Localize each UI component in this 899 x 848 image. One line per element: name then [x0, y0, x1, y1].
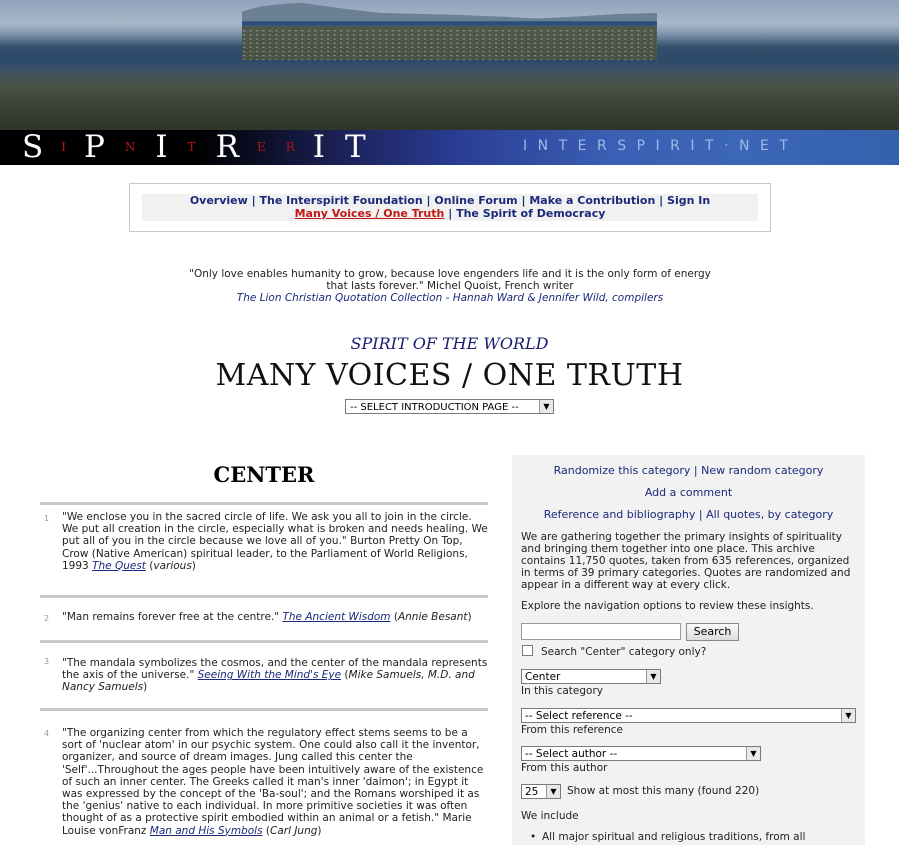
sidebar-random-links [512, 464, 865, 477]
include-label: We include [521, 810, 579, 822]
include-list-item: • All major spiritual and religious traditions, from all [542, 831, 862, 843]
featured-quote [180, 268, 720, 304]
mountain-silhouette [0, 0, 899, 60]
nav-spirit-of-democracy[interactable]: The Spirit of Democracy [456, 207, 606, 220]
logo-letter: T [187, 140, 196, 154]
search-input[interactable] [521, 623, 681, 640]
reference-select[interactable] [521, 708, 856, 723]
quote-text: "Man remains forever free at the centre." The Ancient Wisdom (Annie Besant) [62, 611, 472, 623]
quote-body: "The organizing center from which the regulatory effect stems seems to be a sort of 'nuclear atom' in our psychic system. One could also call it the inventor, organizer, and source of dream images. Jung called this center the 'Self'...Throughout the ages people have been intuitively aware of the existence of such an inner center. The Greeks called it man's inner 'daimon'; in Egypt it was expressed by the concept of the 'Ba-soul'; and the Romans worshiped it as the 'genius' native to each individual. In more primitive societies it was often thought of as a protective spirit embodied within an animal or a fetish." Marie Louise vonFranz [62, 727, 484, 837]
quote-author: various [153, 559, 192, 572]
nav-links [142, 194, 758, 221]
category-heading: CENTER [213, 462, 315, 487]
author-select-value: -- Select author -- [525, 748, 618, 760]
logo-letter: R [215, 129, 239, 165]
quote-item [40, 595, 488, 643]
chevron-down-icon: ▼ [746, 747, 760, 760]
add-comment-link[interactable]: Add a comment [644, 486, 733, 499]
quote-text: "The mandala symbolizes the cosmos, and the center of the mandala represents the axis of the universe." Seeing With the Mind's Eye (Mike Samuels, M.D. and Nancy Samuels) [62, 657, 488, 694]
count-select[interactable] [521, 784, 561, 799]
quote-item [40, 708, 488, 848]
category-select-label: In this category [521, 685, 603, 697]
page-title: MANY VOICES / ONE TRUTH [215, 358, 684, 393]
quote-body: "Man remains forever free at the centre." [62, 611, 280, 623]
archive-description: We are gathering together the primary insights of spirituality and bringing them together into one place. This archive contains 11,750 quotes, taken from 635 references, organized in terms of 39 primary categories. Quotes are randomized and appear in a different way at every click. [521, 531, 851, 591]
search-button[interactable]: Search [686, 623, 739, 641]
logo-letter: I [312, 129, 326, 165]
explore-text: Explore the navigation options to review these insights. [521, 600, 814, 612]
nav-separator: | [659, 194, 664, 207]
nav-overview[interactable]: Overview [189, 194, 248, 207]
count-select-label: Show at most this many (found 220) [567, 785, 760, 797]
site-logo[interactable] [22, 131, 366, 164]
quote-number: 3 [44, 657, 50, 666]
quote-item [40, 502, 488, 597]
nav-separator: | [521, 194, 526, 207]
reference-select-value: -- Select reference -- [525, 710, 633, 722]
intro-select-value: -- SELECT INTRODUCTION PAGE -- [350, 402, 519, 413]
all-quotes-link[interactable]: All quotes, by category [706, 508, 834, 521]
featured-quote-source: The Lion Christian Quotation Collection - Hannah Ward & Jennifer Wild, compilers [236, 292, 664, 304]
quote-number: 1 [44, 514, 50, 523]
nav-many-voices[interactable]: Many Voices / One Truth [294, 207, 445, 220]
randomize-category-link[interactable]: Randomize this category [553, 464, 691, 477]
logo-letter: P [84, 129, 105, 165]
quote-body: "The mandala symbolizes the cosmos, and the center of the mandala represents the axis of the universe." [62, 657, 488, 682]
main-nav [129, 183, 771, 232]
quote-item [40, 640, 488, 711]
new-random-category-link[interactable]: New random category [701, 464, 824, 477]
link-separator: | [698, 508, 703, 521]
sidebar-reference-links [512, 508, 865, 521]
nav-make-contribution[interactable]: Make a Contribution [529, 194, 656, 207]
quote-number: 2 [44, 614, 50, 623]
category-select[interactable] [521, 669, 661, 684]
quote-author: Annie Besant [397, 611, 468, 623]
sidebar [512, 455, 865, 845]
page-subtitle: SPIRIT OF THE WORLD [350, 334, 549, 353]
chevron-down-icon: ▼ [539, 400, 553, 413]
reference-select-label: From this reference [521, 724, 623, 736]
quote-reference-link[interactable]: The Quest [92, 559, 146, 572]
featured-quote-text: "Only love enables humanity to grow, because love engenders life and it is the only form of energy that lasts forever." Michel Quoist, French writer [189, 268, 711, 292]
sidebar-comment-link [512, 486, 865, 499]
header-photo [0, 0, 899, 130]
chevron-down-icon: ▼ [841, 709, 855, 722]
nav-separator: | [251, 194, 256, 207]
quote-reference-link[interactable]: The Ancient Wisdom [282, 611, 391, 623]
nav-online-forum[interactable]: Online Forum [434, 194, 518, 207]
nav-interspirit-foundation[interactable]: The Interspirit Foundation [259, 194, 423, 207]
quote-reference-link[interactable]: Man and His Symbols [149, 824, 263, 837]
link-separator: | [693, 464, 698, 477]
quote-reference-link[interactable]: Seeing With the Mind's Eye [197, 669, 342, 682]
logo-letter: S [22, 129, 44, 165]
intro-page-select[interactable] [345, 399, 554, 414]
logo-letter: R [285, 140, 295, 154]
nav-separator: | [448, 207, 453, 220]
nav-sign-in[interactable]: Sign In [667, 194, 711, 207]
logo-letter: I [155, 129, 168, 165]
category-only-label: Search "Center" category only? [541, 646, 707, 658]
logo-letter: N [124, 140, 136, 154]
count-select-value: 25 [525, 786, 539, 798]
quote-number: 4 [44, 729, 50, 738]
quote-text: "We enclose you in the sacred circle of life. We ask you all to join in the circle. We put all creation in the circle, especially what is broken and needs healing. We put all of you in the circle because we love all of you." Burton Pretty On Top, Crow (Native American) spiritual leader, to the Parliament of World Religions, 1993 The Quest (various) [62, 511, 488, 572]
author-select[interactable] [521, 746, 761, 761]
category-select-value: Center [525, 671, 561, 683]
chevron-down-icon: ▼ [646, 670, 660, 683]
quote-body: "We enclose you in the sacred circle of life. We ask you all to join in the circle. We put all creation in the circle, especially what is broken and needs healing. We put all of you in the circle because we love all of you." Burton Pretty On Top, Crow (Native American) spiritual leader, to the Parliament of World Religions, 1993 [62, 511, 488, 572]
interspirit-net-text: INTERSPIRIT·NET [523, 138, 799, 154]
quote-author: Mike Samuels, M.D. and Nancy Samuels [62, 669, 475, 694]
author-select-label: From this author [521, 762, 608, 774]
logo-letter: I [61, 140, 66, 154]
reference-bibliography-link[interactable]: Reference and bibliography [543, 508, 696, 521]
logo-bar [0, 130, 899, 165]
nav-separator: | [426, 194, 431, 207]
logo-letter: T [345, 129, 366, 165]
quote-author: Carl Jung [270, 824, 318, 837]
logo-letter: E [256, 140, 266, 154]
category-only-checkbox[interactable] [522, 645, 533, 656]
quote-text: "The organizing center from which the regulatory effect stems seems to be a sort of 'nuclear atom' in our psychic system. One could also call it the inventor, organizer, and source of dream images. Jung called this center the 'Self'...Throughout the ages people have been intuitively aware of the existence of such an inner center. The Greeks called it man's inner 'daimon'; in Egypt it was expressed by the concept of the 'Ba-soul'; and the Romans worshiped it as the 'genius' native to each individual. In more primitive societies it was often thought of as a protective spirit embodied within an animal or a fetish." Marie Louise vonFranz Man and His Symbols (Carl Jung) [62, 727, 484, 837]
chevron-down-icon: ▼ [546, 785, 560, 798]
